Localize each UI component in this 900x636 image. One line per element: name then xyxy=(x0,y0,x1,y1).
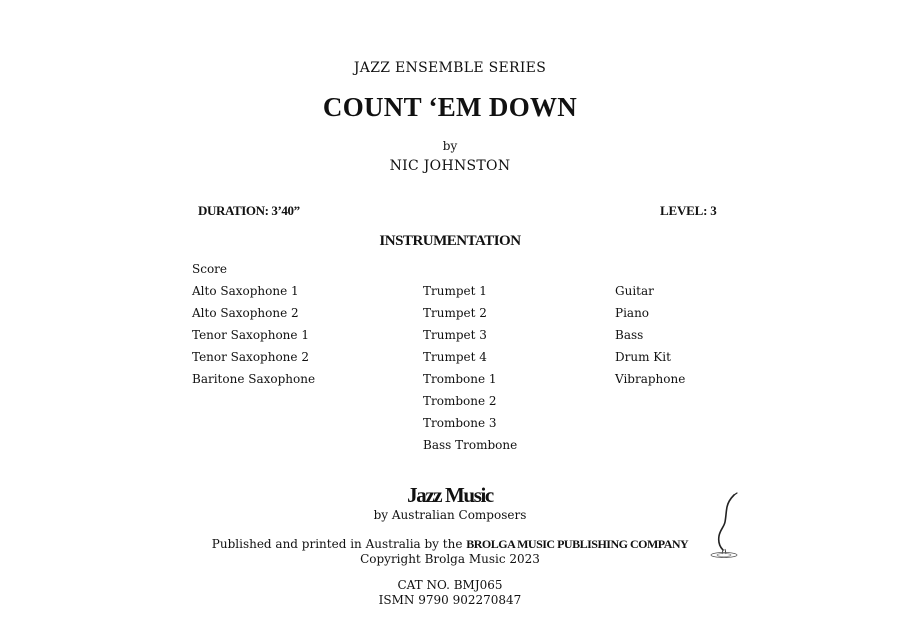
publisher-name: BROLGA MUSIC PUBLISHING COMPANY xyxy=(466,537,689,551)
instrument-column-3 xyxy=(615,284,685,394)
instrument-item: Trumpet 1 xyxy=(423,284,487,298)
instrument-item: Tenor Saxophone 2 xyxy=(192,350,309,364)
instrument-item: Tenor Saxophone 1 xyxy=(192,328,309,342)
instrument-item: Trumpet 3 xyxy=(423,328,487,342)
instrument-item: Trumpet 2 xyxy=(423,306,487,320)
piece-title: COUNT ‘EM DOWN xyxy=(322,92,578,122)
instrument-item: Trumpet 4 xyxy=(423,350,487,364)
instrument-column-1 xyxy=(192,262,315,394)
ismn-number: ISMN 9790 902270847 xyxy=(378,593,522,607)
instrument-item: Guitar xyxy=(615,284,654,298)
brolga-bird-logo-icon xyxy=(706,492,742,560)
instrument-item: Drum Kit xyxy=(615,350,671,364)
publisher-line xyxy=(0,537,900,552)
copyright-line: Copyright Brolga Music 2023 xyxy=(360,552,540,566)
instrument-item: Trombone 1 xyxy=(423,372,497,386)
brand-tagline: by Australian Composers xyxy=(373,508,527,522)
instrument-column-2 xyxy=(423,284,517,460)
by-label: by xyxy=(442,139,458,153)
catalog-number: CAT NO. BMJ065 xyxy=(397,578,503,592)
instrument-item: Trombone 2 xyxy=(423,394,497,408)
level-label: LEVEL: 3 xyxy=(660,203,717,218)
instrument-item: Score xyxy=(192,262,228,276)
instrument-item: Piano xyxy=(615,306,650,320)
duration-label: DURATION: 3’40” xyxy=(198,203,300,218)
instrumentation-heading: INSTRUMENTATION xyxy=(379,233,521,249)
instrument-item: Vibraphone xyxy=(615,372,686,386)
series-label: JAZZ ENSEMBLE SERIES xyxy=(353,60,547,76)
brand-name: Jazz Music xyxy=(407,483,493,507)
instrument-item: Bass xyxy=(615,328,644,342)
instrument-item: Baritone Saxophone xyxy=(192,372,316,386)
instrument-item: Trombone 3 xyxy=(423,416,497,430)
composer-name: NIC JOHNSTON xyxy=(389,158,511,174)
instrument-item: Alto Saxophone 1 xyxy=(192,284,299,298)
instrument-item: Alto Saxophone 2 xyxy=(192,306,299,320)
publisher-prefix: Published and printed in Australia by the xyxy=(211,537,467,551)
instrument-item: Bass Trombone xyxy=(423,438,518,452)
